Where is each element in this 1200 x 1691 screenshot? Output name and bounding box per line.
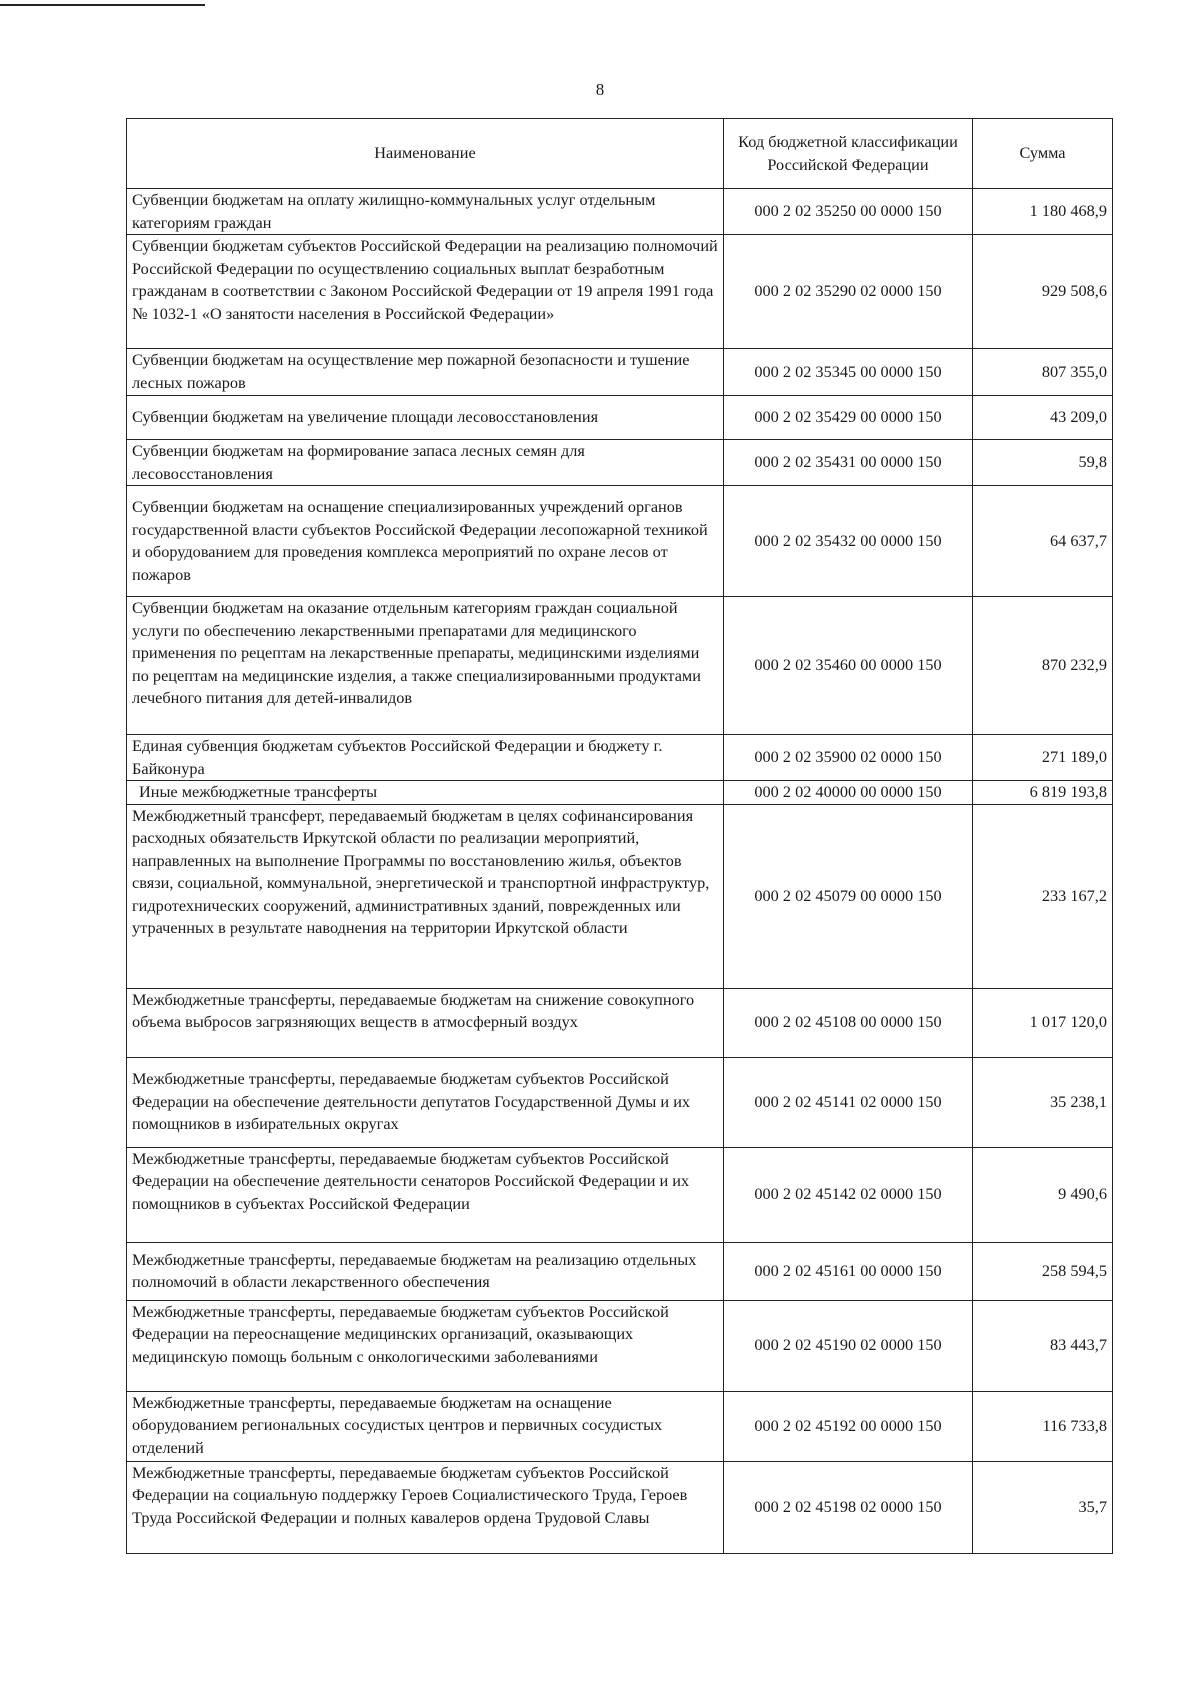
row-amount: 43 209,0 (973, 396, 1113, 440)
budget-table (126, 118, 1113, 1554)
row-amount: 870 232,9 (973, 597, 1113, 735)
table-row (127, 189, 1113, 235)
row-name: Единая субвенция бюджетам субъектов Российской Федерации и бюджету г. Байконура (127, 735, 724, 781)
table-row (127, 804, 1113, 988)
header-name: Наименование (127, 119, 724, 189)
row-amount: 83 443,7 (973, 1300, 1113, 1391)
row-name: Межбюджетный трансферт, передаваемый бюджетам в целях софинансирования расходных обязательств Иркутской области по реализации мероприятий, направленных на выполнение Программы по восстановлению жилья, объектов связи, социальной, коммунальной, энергетической и транспортной инфраструктур, гидротехнических сооружений, административных зданий, поврежденных или утраченных в результате наводнения на территории Иркутской области (127, 804, 724, 988)
table-row (127, 1300, 1113, 1391)
row-code: 000 2 02 35460 00 0000 150 (724, 597, 973, 735)
row-amount: 6 819 193,8 (973, 781, 1113, 805)
row-code: 000 2 02 40000 00 0000 150 (724, 781, 973, 805)
row-amount: 258 594,5 (973, 1242, 1113, 1300)
row-name: Межбюджетные трансферты, передаваемые бюджетам на снижение совокупного объема выбросов загрязняющих веществ в атмосферный воздух (127, 988, 724, 1057)
page-number: 8 (595, 80, 605, 99)
table-row (127, 1391, 1113, 1461)
table-row (127, 1057, 1113, 1147)
row-name: Субвенции бюджетам на оплату жилищно-коммунальных услуг отдельным категориям граждан (127, 189, 724, 235)
table-header-row (127, 119, 1113, 189)
row-code: 000 2 02 45079 00 0000 150 (724, 804, 973, 988)
row-name: Субвенции бюджетам субъектов Российской Федерации на реализацию полномочий Российской Федерации по осуществлению социальных выплат безработным гражданам в соответствии с Законом Российской Федерации от 19 апреля 1991 года № 1032-1 «О занятости населения в Российской Федерации» (127, 235, 724, 349)
row-name: Субвенции бюджетам на осуществление мер пожарной безопасности и тушение лесных пожаров (127, 349, 724, 396)
row-name: Межбюджетные трансферты, передаваемые бюджетам субъектов Российской Федерации на социальную поддержку Героев Социалистического Труда, Героев Труда Российской Федерации и полных кавалеров ордена Трудовой Славы (127, 1461, 724, 1553)
row-amount: 59,8 (973, 440, 1113, 486)
row-name: Межбюджетные трансферты, передаваемые бюджетам на оснащение оборудованием региональных сосудистых центров и первичных сосудистых отделений (127, 1391, 724, 1461)
row-amount: 807 355,0 (973, 349, 1113, 396)
row-code: 000 2 02 35432 00 0000 150 (724, 486, 973, 597)
row-amount: 35 238,1 (973, 1057, 1113, 1147)
row-amount: 1 017 120,0 (973, 988, 1113, 1057)
row-code: 000 2 02 35290 02 0000 150 (724, 235, 973, 349)
row-code: 000 2 02 45192 00 0000 150 (724, 1391, 973, 1461)
table-row (127, 486, 1113, 597)
table-row-group-total (127, 781, 1113, 805)
row-name: Межбюджетные трансферты, передаваемые бюджетам субъектов Российской Федерации на обеспечение деятельности сенаторов Российской Федерации и их помощников в субъектах Российской Федерации (127, 1147, 724, 1242)
row-amount: 116 733,8 (973, 1391, 1113, 1461)
table-row (127, 597, 1113, 735)
table-row (127, 1147, 1113, 1242)
row-name: Межбюджетные трансферты, передаваемые бюджетам на реализацию отдельных полномочий в области лекарственного обеспечения (127, 1242, 724, 1300)
table-row (127, 1461, 1113, 1553)
row-amount: 271 189,0 (973, 735, 1113, 781)
row-code: 000 2 02 35900 02 0000 150 (724, 735, 973, 781)
row-code: 000 2 02 35431 00 0000 150 (724, 440, 973, 486)
table-row (127, 1242, 1113, 1300)
row-name: Межбюджетные трансферты, передаваемые бюджетам субъектов Российской Федерации на переоснащение медицинских организаций, оказывающих медицинскую помощь больным с онкологическими заболеваниями (127, 1300, 724, 1391)
scan-edge-line (0, 4, 205, 6)
row-amount: 929 508,6 (973, 235, 1113, 349)
table-row (127, 735, 1113, 781)
row-code: 000 2 02 45190 02 0000 150 (724, 1300, 973, 1391)
row-name: Субвенции бюджетам на оснащение специализированных учреждений органов государственной власти субъектов Российской Федерации лесопожарной техникой и оборудованием для проведения комплекса мероприятий по охране лесов от пожаров (127, 486, 724, 597)
row-code: 000 2 02 45142 02 0000 150 (724, 1147, 973, 1242)
row-name: Субвенции бюджетам на формирование запаса лесных семян для лесовосстановления (127, 440, 724, 486)
table-row (127, 235, 1113, 349)
row-amount: 35,7 (973, 1461, 1113, 1553)
row-name: Межбюджетные трансферты, передаваемые бюджетам субъектов Российской Федерации на обеспечение деятельности депутатов Государственной Думы и их помощников в избирательных округах (127, 1057, 724, 1147)
row-code: 000 2 02 35345 00 0000 150 (724, 349, 973, 396)
row-code: 000 2 02 35250 00 0000 150 (724, 189, 973, 235)
row-code: 000 2 02 45108 00 0000 150 (724, 988, 973, 1057)
row-name: Иные межбюджетные трансферты (127, 781, 724, 805)
header-amount: Сумма (973, 119, 1113, 189)
row-name: Субвенции бюджетам на увеличение площади лесовосстановления (127, 396, 724, 440)
header-code: Код бюджетной классификации Российской Федерации (724, 119, 973, 189)
row-amount: 233 167,2 (973, 804, 1113, 988)
table-row (127, 440, 1113, 486)
row-code: 000 2 02 45141 02 0000 150 (724, 1057, 973, 1147)
row-code: 000 2 02 45161 00 0000 150 (724, 1242, 973, 1300)
table-row (127, 988, 1113, 1057)
table-row (127, 396, 1113, 440)
row-name: Субвенции бюджетам на оказание отдельным категориям граждан социальной услуги по обеспечению лекарственными препаратами для медицинского применения по рецептам на лекарственные препараты, медицинскими изделиями по рецептам на медицинские изделия, а также специализированными продуктами лечебного питания для детей-инвалидов (127, 597, 724, 735)
row-amount: 64 637,7 (973, 486, 1113, 597)
row-amount: 9 490,6 (973, 1147, 1113, 1242)
table-row (127, 349, 1113, 396)
row-code: 000 2 02 45198 02 0000 150 (724, 1461, 973, 1553)
row-code: 000 2 02 35429 00 0000 150 (724, 396, 973, 440)
row-amount: 1 180 468,9 (973, 189, 1113, 235)
